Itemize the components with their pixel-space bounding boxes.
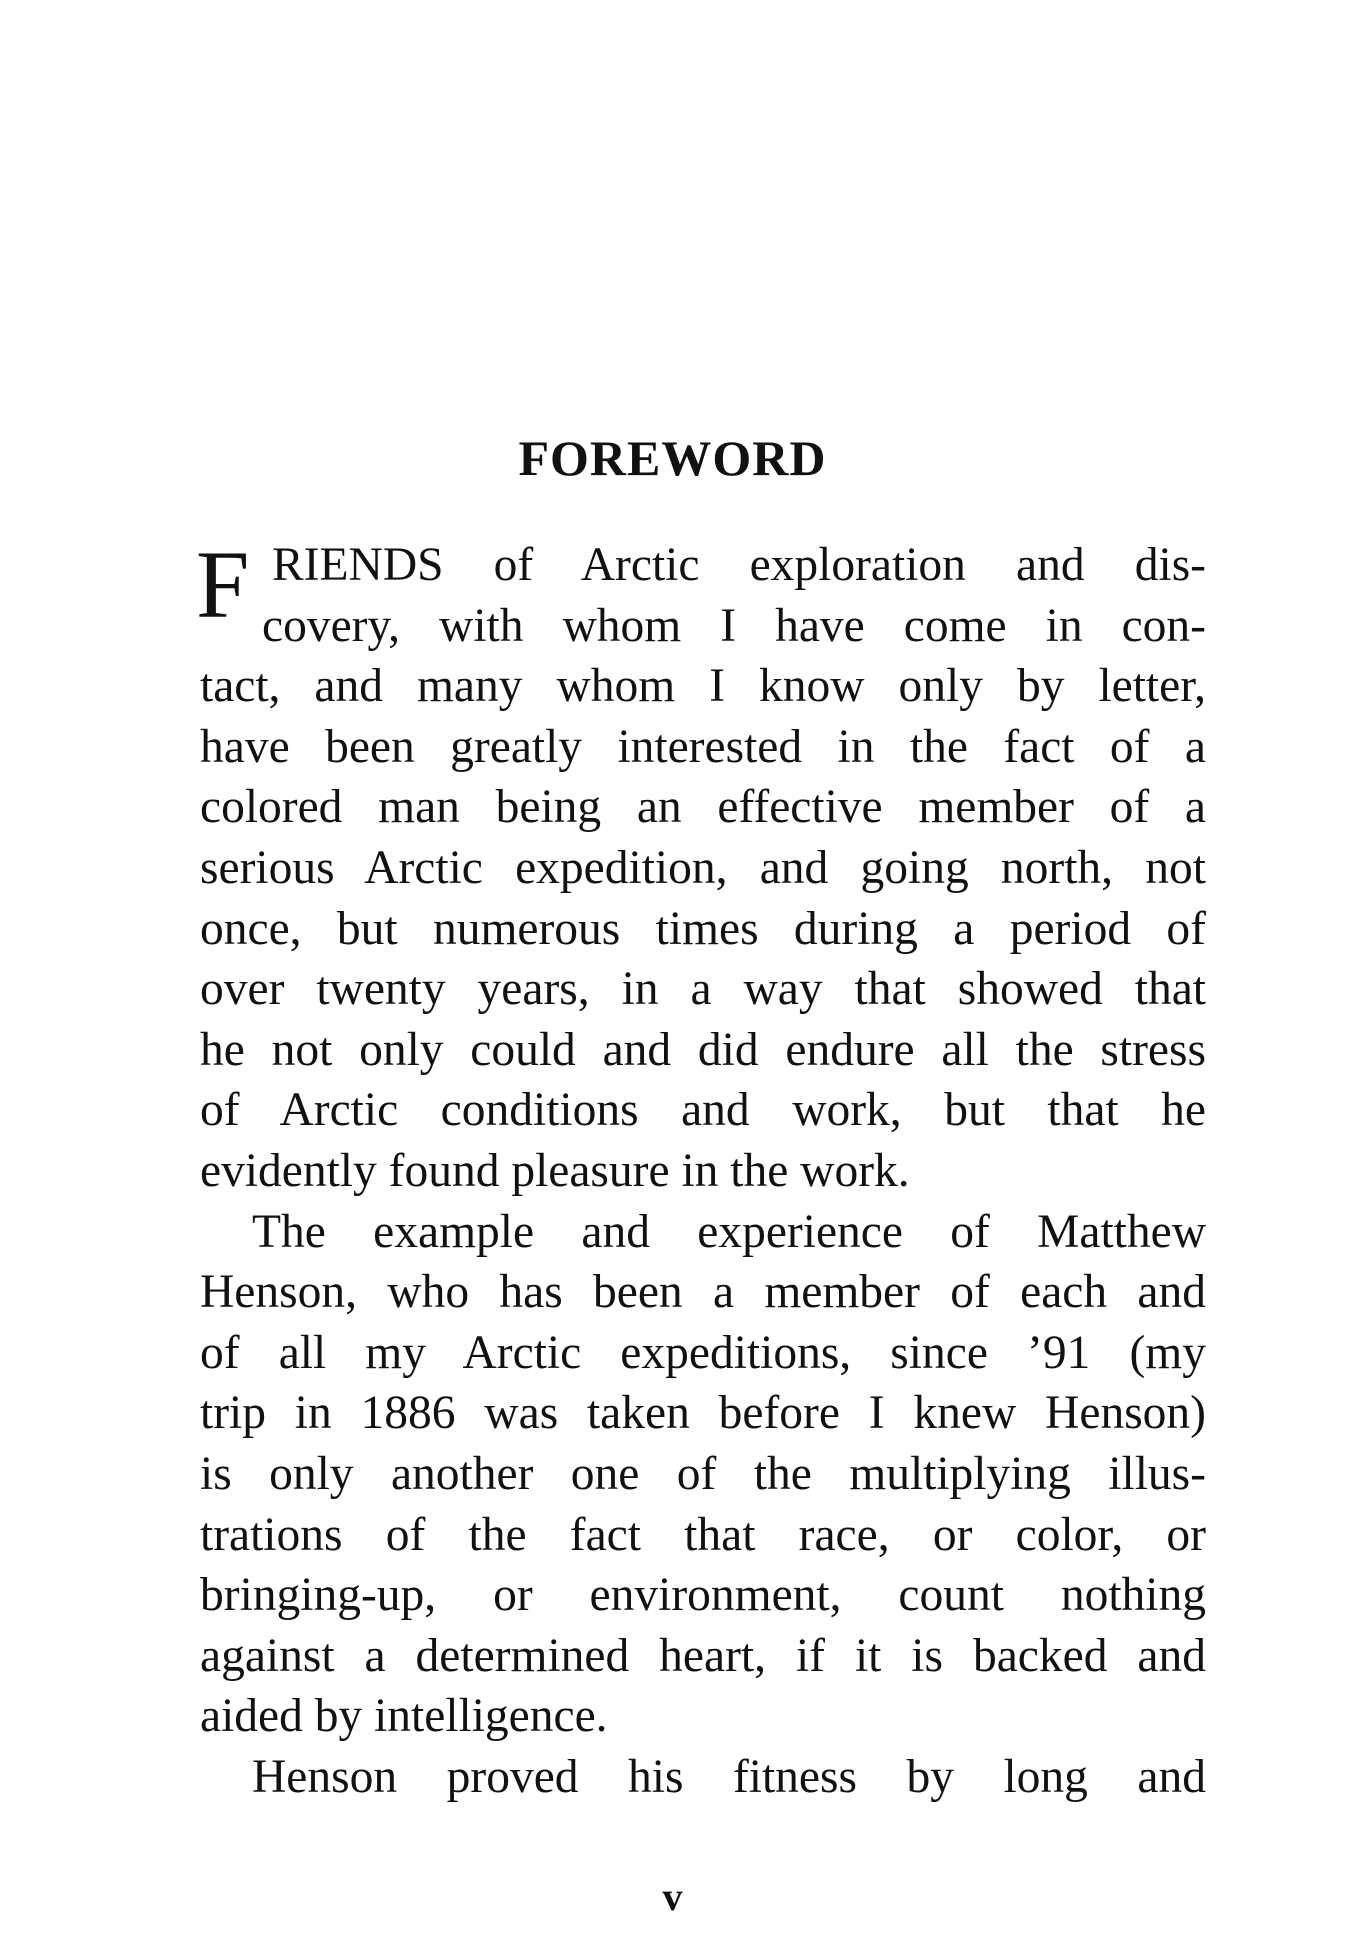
text-line-18: bringing-up, or environment, count nothing (200, 1569, 1206, 1622)
text-line-2: covery, with whom I have come in con- (262, 599, 1206, 652)
foreword-text (196, 531, 1206, 1807)
page-number: v (662, 1874, 683, 1919)
text-line-13: Henson, who has been a member of each and (200, 1266, 1206, 1319)
text-line-5: colored man being an effective member of a (200, 781, 1206, 834)
text-line-11: evidently found pleasure in the work. (200, 1144, 910, 1197)
text-line-7: once, but numerous times during a period of (200, 902, 1206, 955)
text-line-21: Henson proved his fitness by long and (252, 1750, 1206, 1803)
text-line-10: of Arctic conditions and work, but that he (200, 1084, 1206, 1137)
drop-cap: F (196, 531, 250, 638)
text-line-6: serious Arctic expedition, and going north, not (200, 841, 1206, 894)
text-line-14: of all my Arctic expeditions, since ’91 (my (200, 1326, 1206, 1379)
text-line-8: over twenty years, in a way that showed that (200, 963, 1206, 1016)
text-line-9: he not only could and did endure all the stress (200, 1023, 1206, 1076)
text-line-3: tact, and many whom I know only by letter, (200, 660, 1206, 713)
text-line-16: is only another one of the multiplying illus- (200, 1447, 1206, 1500)
text-line-20: aided by intelligence. (200, 1690, 608, 1743)
text-line-19: against a determined heart, if it is backed and (200, 1629, 1206, 1682)
text-line-15: trip in 1886 was taken before I knew Henson) (200, 1387, 1206, 1440)
line-text: RIENDS of Arctic exploration and dis- (272, 539, 1206, 591)
page-title: FOREWORD (518, 430, 827, 486)
text-line-12: The example and experience of Matthew (252, 1205, 1206, 1258)
text-line-17: trations of the fact that race, or color, or (200, 1508, 1206, 1561)
text-line-4: have been greatly interested in the fact of a (200, 720, 1206, 773)
